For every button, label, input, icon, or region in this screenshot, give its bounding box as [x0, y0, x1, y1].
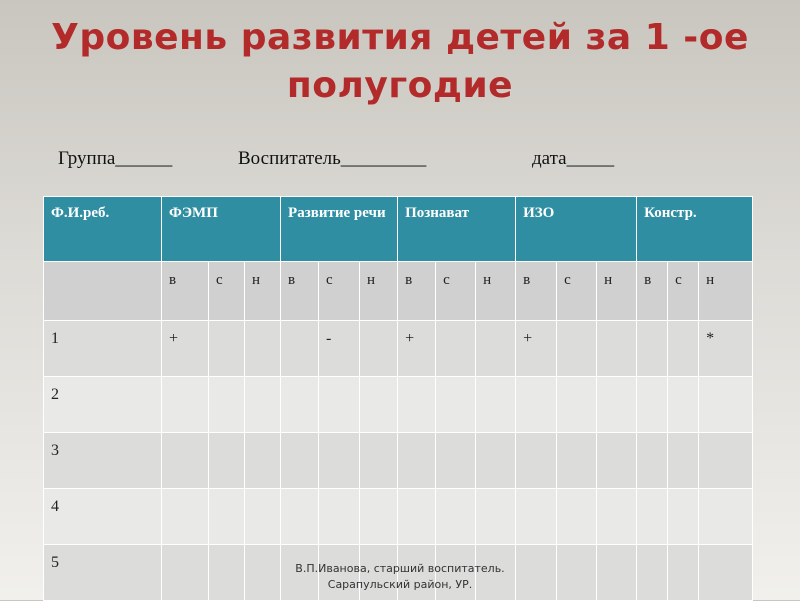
table-cell — [668, 377, 699, 433]
table-cell — [668, 489, 699, 545]
subheader-cell: с — [319, 262, 360, 321]
table-cell — [699, 377, 753, 433]
table-row — [44, 433, 753, 489]
subheader-cell: н — [597, 262, 637, 321]
table-row — [44, 321, 753, 377]
table-cell — [162, 433, 209, 489]
table-cell — [557, 489, 597, 545]
table-cell — [557, 321, 597, 377]
table-cell — [557, 433, 597, 489]
table-cell — [597, 489, 637, 545]
table-cell: + — [162, 321, 209, 377]
table-cell — [209, 321, 245, 377]
table-cell — [557, 377, 597, 433]
development-table — [43, 196, 753, 601]
form-fields — [0, 148, 800, 172]
table-cell — [516, 377, 557, 433]
table-cell — [209, 377, 245, 433]
footer-line-1: В.П.Иванова, старший воспитатель. — [295, 562, 505, 575]
table-cell — [597, 433, 637, 489]
table-cell — [398, 489, 436, 545]
subheader-cell: н — [360, 262, 398, 321]
subheader-cell: с — [557, 262, 597, 321]
table-cell — [245, 377, 281, 433]
date-field: дата_____ — [532, 148, 615, 169]
table-cell — [476, 489, 516, 545]
table-cell — [281, 489, 319, 545]
table-cell — [597, 321, 637, 377]
table-cell — [516, 489, 557, 545]
subheader-cell: с — [436, 262, 476, 321]
table-cell — [360, 321, 398, 377]
table-cell: - — [319, 321, 360, 377]
row-number-cell: 1 — [44, 321, 162, 377]
subheader-cell: в — [162, 262, 209, 321]
table-cell — [668, 433, 699, 489]
footer-line-2: Сарапульский район, УР. — [327, 578, 473, 591]
slide-title — [20, 14, 780, 110]
table-cell — [476, 377, 516, 433]
table-cell — [476, 321, 516, 377]
row-number-cell: 4 — [44, 489, 162, 545]
table-cell — [637, 489, 668, 545]
table-cell — [162, 489, 209, 545]
row-number-cell: 5 — [44, 545, 162, 601]
table-cell — [319, 377, 360, 433]
subheader-cell: н — [476, 262, 516, 321]
table-cell — [245, 489, 281, 545]
subheader-cell: в — [398, 262, 436, 321]
table-cell: + — [516, 321, 557, 377]
table-cell: * — [699, 321, 753, 377]
table-cell — [516, 433, 557, 489]
table-cell — [398, 433, 436, 489]
table-subheader-row — [44, 262, 753, 321]
table-cell: + — [398, 321, 436, 377]
table-cell — [436, 377, 476, 433]
subheader-cell: с — [209, 262, 245, 321]
table-cell — [360, 433, 398, 489]
subheader-cell: н — [699, 262, 753, 321]
row-number-cell: 3 — [44, 433, 162, 489]
table-cell — [360, 377, 398, 433]
row-number-cell: 2 — [44, 377, 162, 433]
table-cell — [209, 433, 245, 489]
header-cognitive: Познават — [398, 197, 516, 262]
table-cell — [476, 433, 516, 489]
table-row — [44, 489, 753, 545]
table-cell — [360, 489, 398, 545]
table-cell — [668, 321, 699, 377]
table-cell — [209, 489, 245, 545]
table-cell — [597, 377, 637, 433]
title-line-1: Уровень развития детей за 1 -ое — [51, 17, 749, 58]
table-cell — [699, 433, 753, 489]
table-cell — [245, 433, 281, 489]
table-cell — [281, 433, 319, 489]
table-cell — [699, 489, 753, 545]
table-cell — [637, 433, 668, 489]
title-line-2: полугодие — [286, 65, 514, 106]
table-cell — [281, 321, 319, 377]
subheader-cell: в — [281, 262, 319, 321]
table-cell — [162, 377, 209, 433]
subheader-cell-empty — [44, 262, 162, 321]
table-cell — [245, 321, 281, 377]
header-art: ИЗО — [516, 197, 637, 262]
table-cell — [637, 377, 668, 433]
teacher-field: Воспитатель_________ — [238, 148, 427, 169]
table-cell — [436, 321, 476, 377]
subheader-cell: н — [245, 262, 281, 321]
subheader-cell: с — [668, 262, 699, 321]
header-speech: Развитие речи — [281, 197, 398, 262]
subheader-cell: в — [516, 262, 557, 321]
table-row — [44, 377, 753, 433]
table-cell — [319, 489, 360, 545]
table-header-row — [44, 197, 753, 262]
header-construction: Констр. — [637, 197, 753, 262]
subheader-cell: в — [637, 262, 668, 321]
table-cell — [319, 433, 360, 489]
header-femp: ФЭМП — [162, 197, 281, 262]
footer — [0, 561, 800, 593]
table-cell — [637, 321, 668, 377]
group-field: Группа______ — [58, 148, 173, 169]
table-cell — [436, 489, 476, 545]
table-cell — [398, 377, 436, 433]
table-cell — [436, 433, 476, 489]
header-child-name: Ф.И.реб. — [44, 197, 162, 262]
table-cell — [281, 377, 319, 433]
